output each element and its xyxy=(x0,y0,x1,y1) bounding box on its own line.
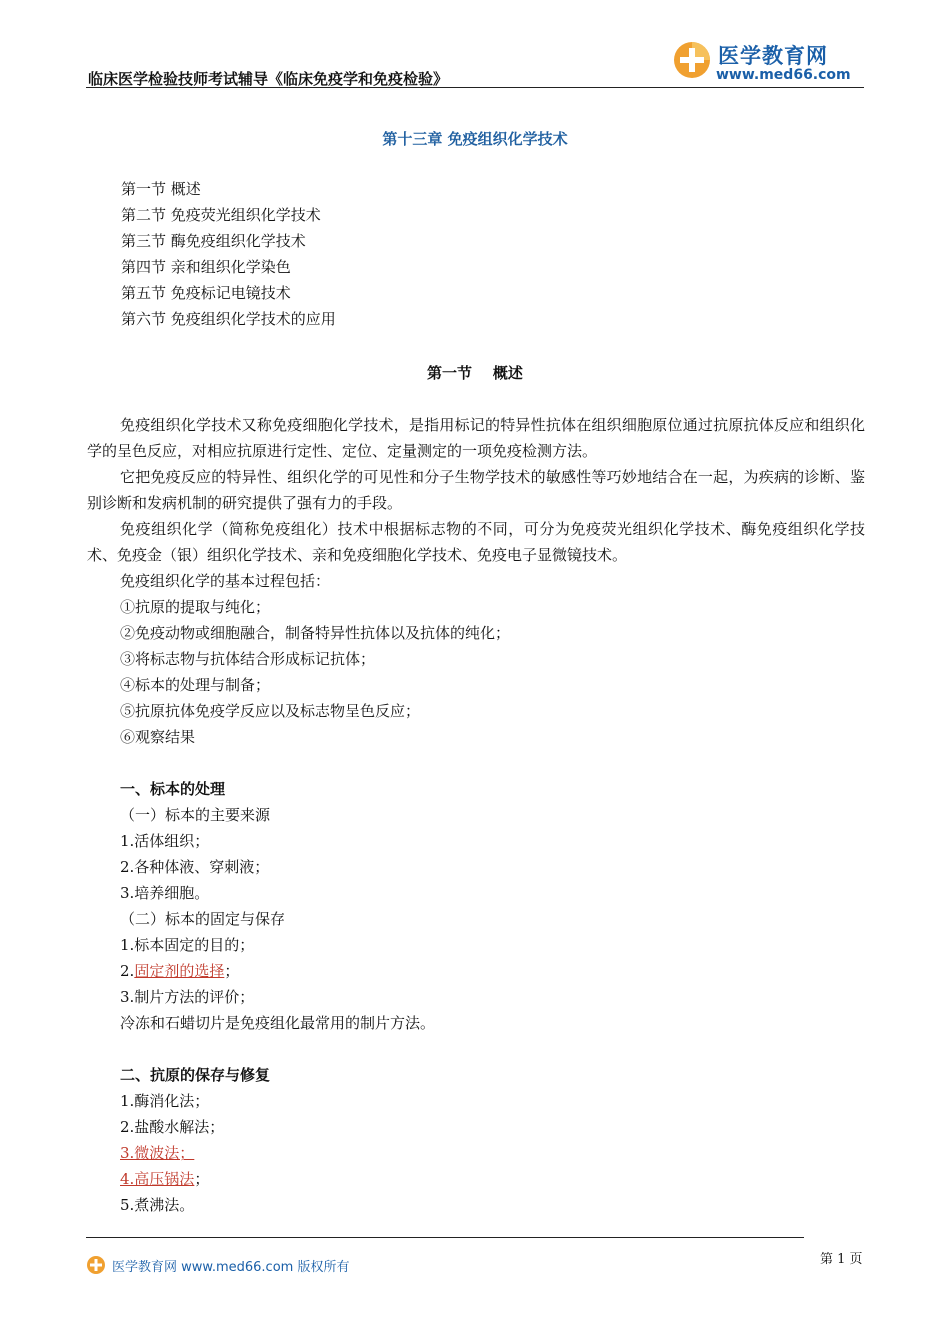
process-step: ⑥观察结果 xyxy=(120,728,196,746)
spacer xyxy=(87,750,865,776)
paragraph: 免疫组织化学（简称免疫组化）技术中根据标志物的不同，可分为免疫荧光组织化学技术、酶免疫组织化学技术、免疫金（银）组织化学技术、亲和免疫细胞化学技术、免疫电子显微镜技术。 xyxy=(87,520,865,564)
process-step: ④标本的处理与制备； xyxy=(120,676,271,694)
item-punct: ； xyxy=(194,1170,210,1188)
item-number: 2. xyxy=(120,962,135,980)
process-step: ③将标志物与抗体结合形成标记抗体； xyxy=(120,650,376,668)
paragraph: 免疫组织化学技术又称免疫细胞化学技术，是指用标记的特异性抗体在组织细胞原位通过抗原抗体反应和组织化学的呈色反应，对相应抗原进行定性、定位、定量测定的一项免疫检测方法。 xyxy=(87,416,865,460)
process-intro: 免疫组织化学的基本过程包括： xyxy=(120,572,331,590)
logo-url: www.med66.com xyxy=(716,67,851,83)
fixative-choice-link[interactable]: 固定剂的选择 xyxy=(134,962,225,980)
pressure-cooker-method-link[interactable]: 4.高压锅法 xyxy=(120,1170,195,1188)
part1-heading: 一、标本的处理 xyxy=(120,780,226,798)
toc-item[interactable]: 第二节 免疫荧光组织化学技术 xyxy=(121,206,321,224)
table-of-contents xyxy=(121,179,336,335)
toc-item[interactable]: 第一节 概述 xyxy=(121,180,201,198)
microwave-method-link[interactable]: 3.微波法； xyxy=(120,1144,195,1162)
page-number: 第 1 页 xyxy=(820,1252,863,1267)
header-divider xyxy=(86,87,864,88)
part1-subheading: （一）标本的主要来源 xyxy=(120,806,271,824)
paragraph: 它把免疫反应的特异性、组织化学的可见性和分子生物学技术的敏感性等巧妙地结合在一起，为疾病的诊断、鉴别诊断和发病机制的研究提供了强有力的手段。 xyxy=(87,468,865,512)
list-item: 1.标本固定的目的； xyxy=(120,936,255,954)
process-step: ②免疫动物或细胞融合，制备特异性抗体以及抗体的纯化； xyxy=(120,624,511,642)
footer-logo-icon xyxy=(86,1255,106,1275)
list-item: 3.培养细胞。 xyxy=(120,884,210,902)
list-item: 2.各种体液、穿刺液； xyxy=(120,858,270,876)
list-item: 1.酶消化法； xyxy=(120,1092,210,1110)
list-item: 3.制片方法的评价； xyxy=(120,988,255,1006)
toc-item[interactable]: 第六节 免疫组织化学技术的应用 xyxy=(121,310,336,328)
document-body xyxy=(87,412,865,1218)
part2-heading: 二、抗原的保存与修复 xyxy=(120,1066,271,1084)
list-item: 2.盐酸水解法； xyxy=(120,1118,225,1136)
section-title: 第一节 概述 xyxy=(427,364,523,382)
page-header-title: 临床医学检验技师考试辅导《临床免疫学和免疫检验》 xyxy=(88,70,449,88)
list-item xyxy=(87,1140,865,1166)
toc-item[interactable]: 第三节 酶免疫组织化学技术 xyxy=(121,232,306,250)
toc-item[interactable]: 第五节 免疫标记电镜技术 xyxy=(121,284,291,302)
process-step: ①抗原的提取与纯化； xyxy=(120,598,271,616)
site-logo[interactable] xyxy=(672,40,862,86)
item-punct: ； xyxy=(224,962,240,980)
part1-note: 冷冻和石蜡切片是免疫组化最常用的制片方法。 xyxy=(120,1014,436,1032)
list-item: 1.活体组织； xyxy=(120,832,210,850)
footer-divider xyxy=(86,1237,804,1238)
process-step: ⑤抗原抗体免疫学反应以及标志物呈色反应； xyxy=(120,702,421,720)
logo-cross-icon xyxy=(672,40,712,80)
list-item: 5.煮沸法。 xyxy=(120,1196,195,1214)
chapter-title: 第十三章 免疫组织化学技术 xyxy=(382,130,568,148)
toc-item[interactable]: 第四节 亲和组织化学染色 xyxy=(121,258,291,276)
footer-copyright[interactable]: 医学教育网 www.med66.com 版权所有 xyxy=(112,1260,350,1275)
list-item xyxy=(87,1166,865,1192)
spacer xyxy=(87,1036,865,1062)
logo-name: 医学教育网 xyxy=(718,44,828,68)
part1-subheading: （二）标本的固定与保存 xyxy=(120,910,286,928)
list-item xyxy=(87,958,865,984)
